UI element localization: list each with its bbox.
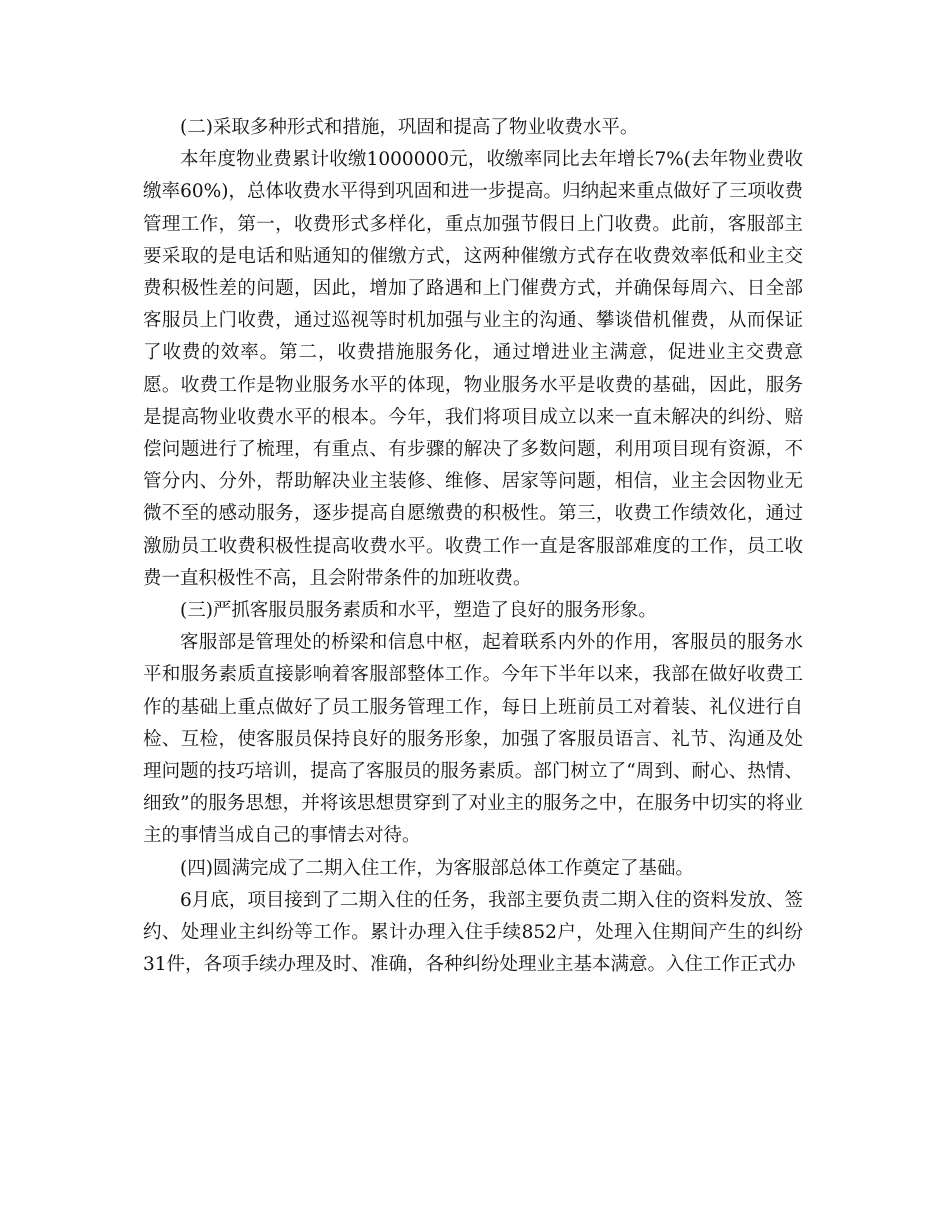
paragraph-phase-two: 6月底，项目接到了二期入住的任务，我部主要负责二期入住的资料发放、签约、处理业主纠纷等工作。累计办理入住手续852户，处理入住期间产生的纠纷31件，各项手续办理及时、准确，各种纠纷处理业主基本满意。入住工作正式办 [143,889,803,976]
section-heading-3: (三)严抓客服员服务素质和水平，塑造了良好的服务形象。 [180,600,657,622]
section-heading-2: (二)采取多种形式和措施，巩固和提高了物业收费水平。 [180,117,639,138]
document-body [143,112,803,981]
section-heading-4: (四)圆满完成了二期入住工作，为客服部总体工作奠定了基础。 [180,857,694,879]
paragraph-service-quality: 客服部是管理处的桥梁和信息中枢，起着联系内外的作用，客服员的服务水平和服务素质直接影响着客服部整体工作。今年下半年以来，我部在做好收费工作的基础上重点做好了员工服务管理工作，每日上班前员工对着装、礼仪进行自检、互检，使客服员保持良好的服务形象，加强了客服员语言、礼节、沟通及处理问题的技巧培训，提高了客服员的服务素质。部门树立了“周到、耐心、热情、细致”的服务思想，并将该思想贯穿到了对业主的服务之中，在服务中切实的将业主的事情当成自己的事情去对待。 [143,632,803,847]
paragraph-fee-collection: 本年度物业费累计收缴1000000元，收缴率同比去年增长7%(去年物业费收缴率60%)，总体收费水平得到巩固和进一步提高。归纳起来重点做好了三项收费管理工作，第一，收费形式多样化，重点加强节假日上门收费。此前，客服部主要采取的是电话和贴通知的催缴方式，这两种催缴方式存在收费效率低和业主交费积极性差的问题，因此，增加了路遇和上门催费方式，并确保每周六、日全部客服员上门收费，通过巡视等时机加强与业主的沟通、攀谈借机催费，从而保证了收费的效率。第二，收费措施服务化，通过增进业主满意，促进业主交费意愿。收费工作是物业服务水平的体现，物业服务水平是收费的基础，因此，服务是提高物业收费水平的根本。今年，我们将项目成立以来一直未解决的纠纷、赔偿问题进行了梳理，有重点、有步骤的解决了多数问题，利用项目现有资源，不管分内、分外，帮助解决业主装修、维修、居家等问题，相信，业主会因物业无微不至的感动服务，逐步提高自愿缴费的积极性。第三，收费工作绩效化，通过激励员工收费积极性提高收费水平。收费工作一直是客服部难度的工作，员工收费一直积极性不高，且会附带条件的加班收费。 [143,149,803,589]
